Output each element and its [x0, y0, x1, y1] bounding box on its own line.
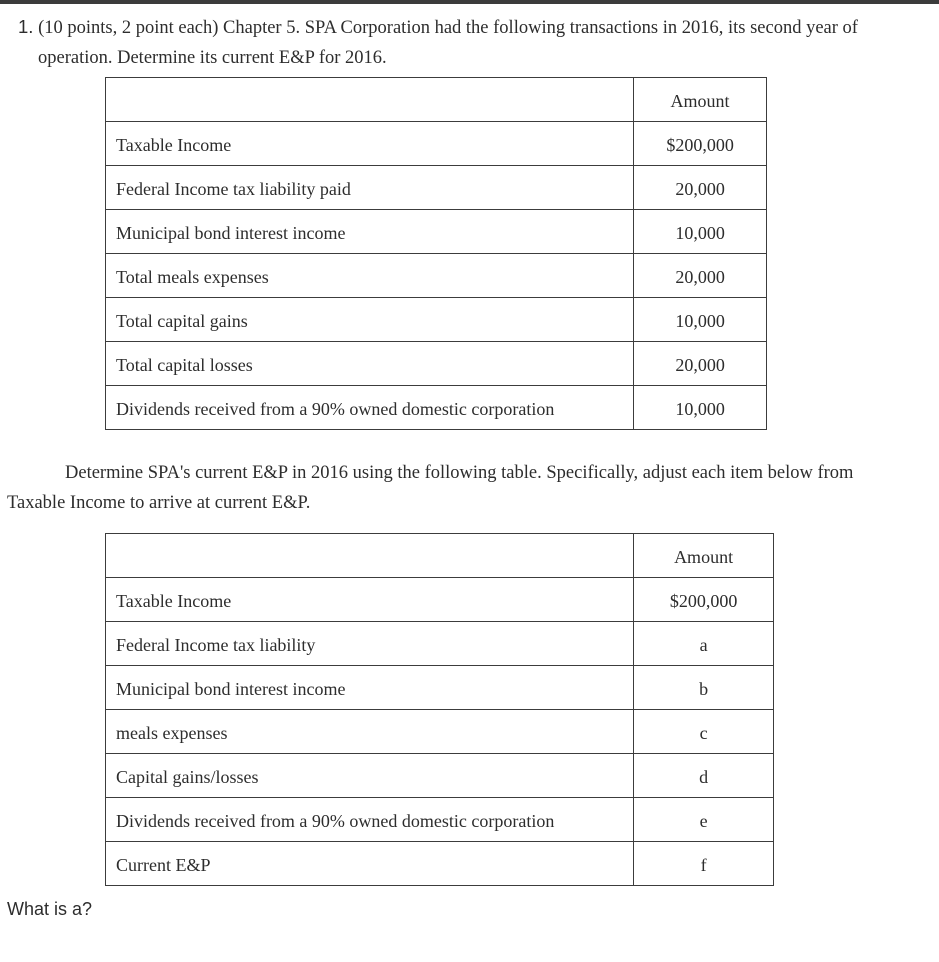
table-row	[106, 578, 774, 622]
row-label: Municipal bond interest income	[106, 210, 634, 254]
table-row	[106, 254, 767, 298]
row-label: Current E&P	[106, 842, 634, 886]
row-label: Total meals expenses	[106, 254, 634, 298]
row-label: Dividends received from a 90% owned domestic corporation	[106, 798, 634, 842]
row-label: Total capital gains	[106, 298, 634, 342]
top-border	[0, 0, 939, 4]
row-value: $200,000	[634, 122, 767, 166]
row-value: 10,000	[634, 298, 767, 342]
row-label: Federal Income tax liability paid	[106, 166, 634, 210]
table-row	[106, 210, 767, 254]
row-value: 20,000	[634, 254, 767, 298]
instructions-line-1: Determine SPA's current E&P in 2016 using the following table. Specifically, adjust each item below from	[65, 463, 854, 483]
question-text	[18, 12, 933, 73]
row-label: Dividends received from a 90% owned domestic corporation	[106, 386, 634, 430]
row-value: 20,000	[634, 166, 767, 210]
table-row	[106, 710, 774, 754]
header-amount: Amount	[634, 78, 767, 122]
header-blank-cell	[106, 78, 634, 122]
row-label: Municipal bond interest income	[106, 666, 634, 710]
row-label: Total capital losses	[106, 342, 634, 386]
table-row	[106, 842, 774, 886]
row-value: 20,000	[634, 342, 767, 386]
row-label: Taxable Income	[106, 122, 634, 166]
table-row	[106, 386, 767, 430]
row-value: f	[634, 842, 774, 886]
row-value: d	[634, 754, 774, 798]
header-amount: Amount	[634, 534, 774, 578]
question-line-2: operation. Determine its current E&P for 2016.	[38, 48, 387, 68]
transactions-table	[105, 77, 767, 430]
table-row	[106, 298, 767, 342]
row-label: Taxable Income	[106, 578, 634, 622]
sub-question-prompt: What is a?	[7, 899, 93, 919]
question-number: 1.	[18, 16, 34, 37]
table-row	[106, 754, 774, 798]
question-line-1: (10 points, 2 point each) Chapter 5. SPA Corporation had the following transactions in 2016, its second year of	[38, 18, 858, 38]
instructions-line-2: Taxable Income to arrive at current E&P.	[7, 493, 311, 513]
row-label: Capital gains/losses	[106, 754, 634, 798]
row-value: a	[634, 622, 774, 666]
table-row	[106, 122, 767, 166]
table-row	[106, 342, 767, 386]
adjustments-table	[105, 533, 774, 886]
table-header-row	[106, 78, 767, 122]
header-blank-cell	[106, 534, 634, 578]
table-row	[106, 666, 774, 710]
row-label: Federal Income tax liability	[106, 622, 634, 666]
row-value: 10,000	[634, 210, 767, 254]
table-row	[106, 166, 767, 210]
table-row	[106, 622, 774, 666]
row-value: 10,000	[634, 386, 767, 430]
row-label: meals expenses	[106, 710, 634, 754]
instructions-text	[7, 458, 932, 518]
row-value: b	[634, 666, 774, 710]
table-row	[106, 798, 774, 842]
row-value: e	[634, 798, 774, 842]
table-header-row	[106, 534, 774, 578]
row-value: c	[634, 710, 774, 754]
row-value: $200,000	[634, 578, 774, 622]
